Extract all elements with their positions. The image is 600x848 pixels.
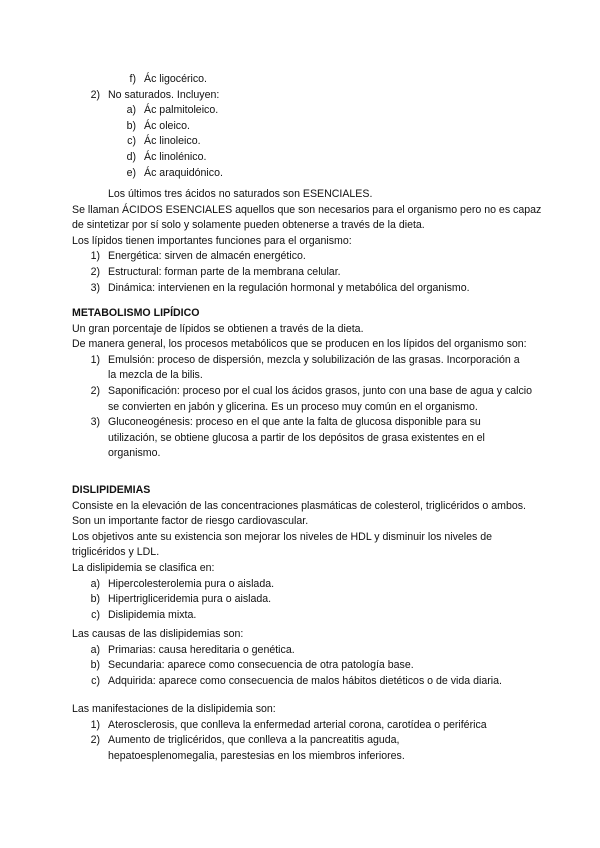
list-number: a) <box>90 577 100 590</box>
list-item <box>72 733 542 764</box>
fatty-acid-list <box>72 72 542 181</box>
dyslipidemia-heading: DISLIPIDEMIAS <box>72 484 151 496</box>
list-item <box>72 674 542 690</box>
list-text: Gluconeogénesis: proceso en el que ante la falta de glucosa disponible para su utilización, se obtiene glucosa a partir de los depósitos de grasa existentes en el organismo. <box>108 416 485 460</box>
metabolism-section <box>72 306 542 462</box>
list-item <box>72 166 542 182</box>
list-text: Emulsión: proceso de dispersión, mezcla y solubilización de las grasas. Incorporación a la mezcla de la bilis. <box>108 353 520 382</box>
dyslipidemia-p1: Consiste en la elevación de las concentraciones plasmáticas de colesterol, triglicéridos o ambos. Son un importante factor de riesgo cardiovascular. <box>72 499 527 528</box>
list-number: 2) <box>90 734 100 747</box>
metabolism-intro-1: Un gran porcentaje de lípidos se obtienen a través de la dieta. <box>72 322 364 335</box>
list-text: Ác ligocérico. <box>144 73 207 85</box>
list-number: b) <box>90 659 100 672</box>
list-item <box>72 608 542 624</box>
list-number: b) <box>126 119 136 132</box>
list-text: Ác linoleico. <box>144 135 201 148</box>
list-item <box>72 643 542 659</box>
list-item <box>72 718 542 734</box>
dyslipidemia-p2: Los objetivos ante su existencia son mejorar los niveles de HDL y disminuir los niveles de triglicéridos y LDL. <box>72 530 493 559</box>
list-item <box>72 415 542 462</box>
list-item <box>72 134 542 150</box>
list-item <box>72 119 542 135</box>
list-text: Adquirida: aparece como consecuencia de malos hábitos dietéticos o de vida diaria. <box>108 674 502 687</box>
list-text: Ác linolénico. <box>144 150 207 163</box>
list-item <box>72 577 542 593</box>
essentials-line-3: Los lípidos tienen importantes funciones para el organismo: <box>72 234 352 247</box>
list-text: Estructural: forman parte de la membrana celular. <box>108 265 341 278</box>
list-number: c) <box>127 135 136 148</box>
list-number: c) <box>91 674 100 687</box>
list-item <box>72 281 542 297</box>
list-item <box>72 150 542 166</box>
list-text: Energética: sirven de almacén energético. <box>108 250 306 263</box>
list-item <box>72 353 542 384</box>
list-text: Secundaria: aparece como consecuencia de otra patología base. <box>108 659 414 672</box>
dyslipidemia-section <box>72 483 542 623</box>
list-item <box>72 384 542 415</box>
list-text: Dislipidemia mixta. <box>108 608 197 621</box>
list-number: a) <box>90 643 100 656</box>
list-item <box>72 88 542 104</box>
list-text: Dinámica: intervienen en la regulación hormonal y metabólica del organismo. <box>108 281 470 294</box>
list-number: c) <box>91 608 100 621</box>
list-number: 2) <box>90 384 100 397</box>
manifestations-section <box>72 702 542 764</box>
list-item <box>72 265 542 281</box>
essentials-section <box>72 187 542 296</box>
list-text: Hipercolesterolemia pura o aislada. <box>108 577 275 590</box>
list-number: 1) <box>90 718 100 731</box>
list-number: f) <box>129 73 136 85</box>
list-text: Aterosclerosis, que conlleva la enfermedad arterial corona, carotídea o periférica <box>108 718 487 731</box>
list-text: Primarias: causa hereditaria o genética. <box>108 643 295 656</box>
list-text: Hipertrigliceridemia pura o aislada. <box>108 593 272 606</box>
list-text: Ác araquidónico. <box>144 166 223 179</box>
list-text: Aumento de triglicéridos, que conlleva a la pancreatitis aguda, hepatoesplenomegalia, parestesias en los miembros inferiores. <box>108 734 405 762</box>
list-number: 2) <box>90 265 100 278</box>
essentials-line-1: Los últimos tres ácidos no saturados son ESENCIALES. <box>108 188 373 200</box>
list-number: e) <box>126 166 136 179</box>
list-item <box>72 658 542 674</box>
list-number: 2) <box>90 88 100 101</box>
list-text: No saturados. Incluyen: <box>108 88 220 101</box>
manifestations-intro: Las manifestaciones de la dislipidemia son: <box>72 703 276 715</box>
list-item <box>72 103 542 119</box>
list-text: Ác palmitoleico. <box>144 104 219 117</box>
metabolism-intro-2: De manera general, los procesos metabólicos que se producen en los lípidos del organismo son: <box>72 338 527 351</box>
list-item <box>72 592 542 608</box>
list-number: 3) <box>90 416 100 429</box>
list-number: 1) <box>90 353 100 366</box>
list-number: b) <box>90 593 100 606</box>
list-item <box>72 72 542 88</box>
essentials-line-2: Se llaman ÁCIDOS ESENCIALES aquellos que son necesarios para el organismo pero no es capaz de sintetizar por sí solo y solamente pueden obtenerse a través de la dieta. <box>72 203 542 232</box>
list-item <box>72 249 542 265</box>
list-text: Ác oleico. <box>144 119 190 132</box>
list-number: 1) <box>90 250 100 263</box>
list-text: Saponificación: proceso por el cual los ácidos grasos, junto con una base de agua y calcio se convierten en jabón y glicerina. Es un proceso muy común en el organismo. <box>108 384 533 413</box>
list-number: 3) <box>90 281 100 294</box>
dyslipidemia-p3: La dislipidemia se clasifica en: <box>72 561 215 574</box>
causes-section <box>72 627 542 689</box>
list-number: d) <box>126 150 136 163</box>
metabolism-heading: METABOLISMO LIPÍDICO <box>72 307 200 319</box>
causes-intro: Las causas de las dislipidemias son: <box>72 628 244 640</box>
list-number: a) <box>126 104 136 117</box>
